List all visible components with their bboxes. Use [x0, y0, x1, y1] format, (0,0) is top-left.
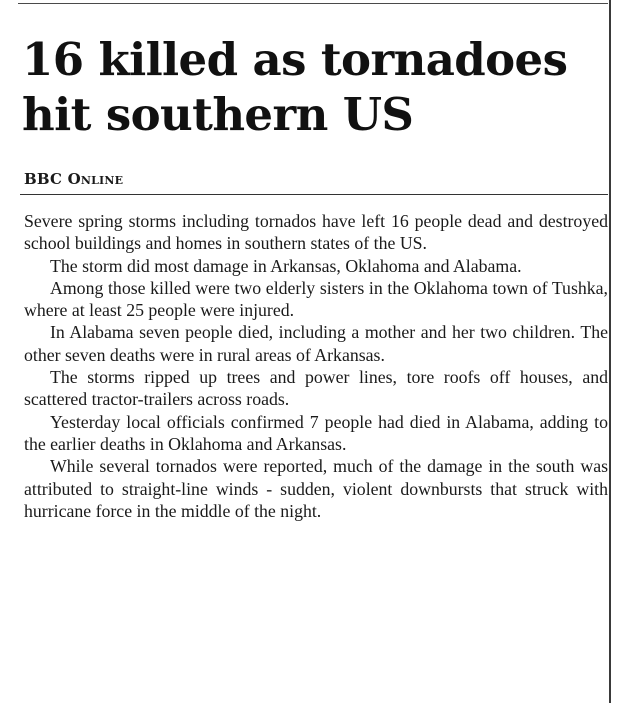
column-rule — [609, 0, 611, 703]
paragraph: The storms ripped up trees and power lines, tore roofs off houses, and scattered tractor-trailers across roads. — [24, 367, 608, 410]
paragraph: Yesterday local officials confirmed 7 people had died in Alabama, adding to the earlier deaths in Oklahoma and Arkansas. — [24, 411, 608, 454]
paragraph: The storm did most damage in Arkansas, Oklahoma and Alabama. — [50, 255, 522, 276]
byline: BBC Online — [24, 170, 124, 188]
headline: 16 killed as tornadoes hit southern US — [22, 33, 568, 141]
byline-divider — [20, 194, 608, 195]
paragraph: While several tornados were reported, much of the damage in the south was attributed to straight-line winds - sudden, violent downbursts that struck with hurricane force in the middle of the night. — [24, 456, 608, 521]
article-body — [24, 210, 608, 522]
paragraph: Severe spring storms including tornados have left 16 people dead and destroyed school buildings and homes in southern states of the US. — [24, 211, 608, 254]
paragraph: In Alabama seven people died, including a mother and her two children. The other seven deaths were in rural areas of Arkansas. — [24, 322, 608, 365]
paragraph: Among those killed were two elderly sisters in the Oklahoma town of Tushka, where at least 25 people were injured. — [24, 277, 608, 321]
top-rule — [18, 3, 608, 4]
